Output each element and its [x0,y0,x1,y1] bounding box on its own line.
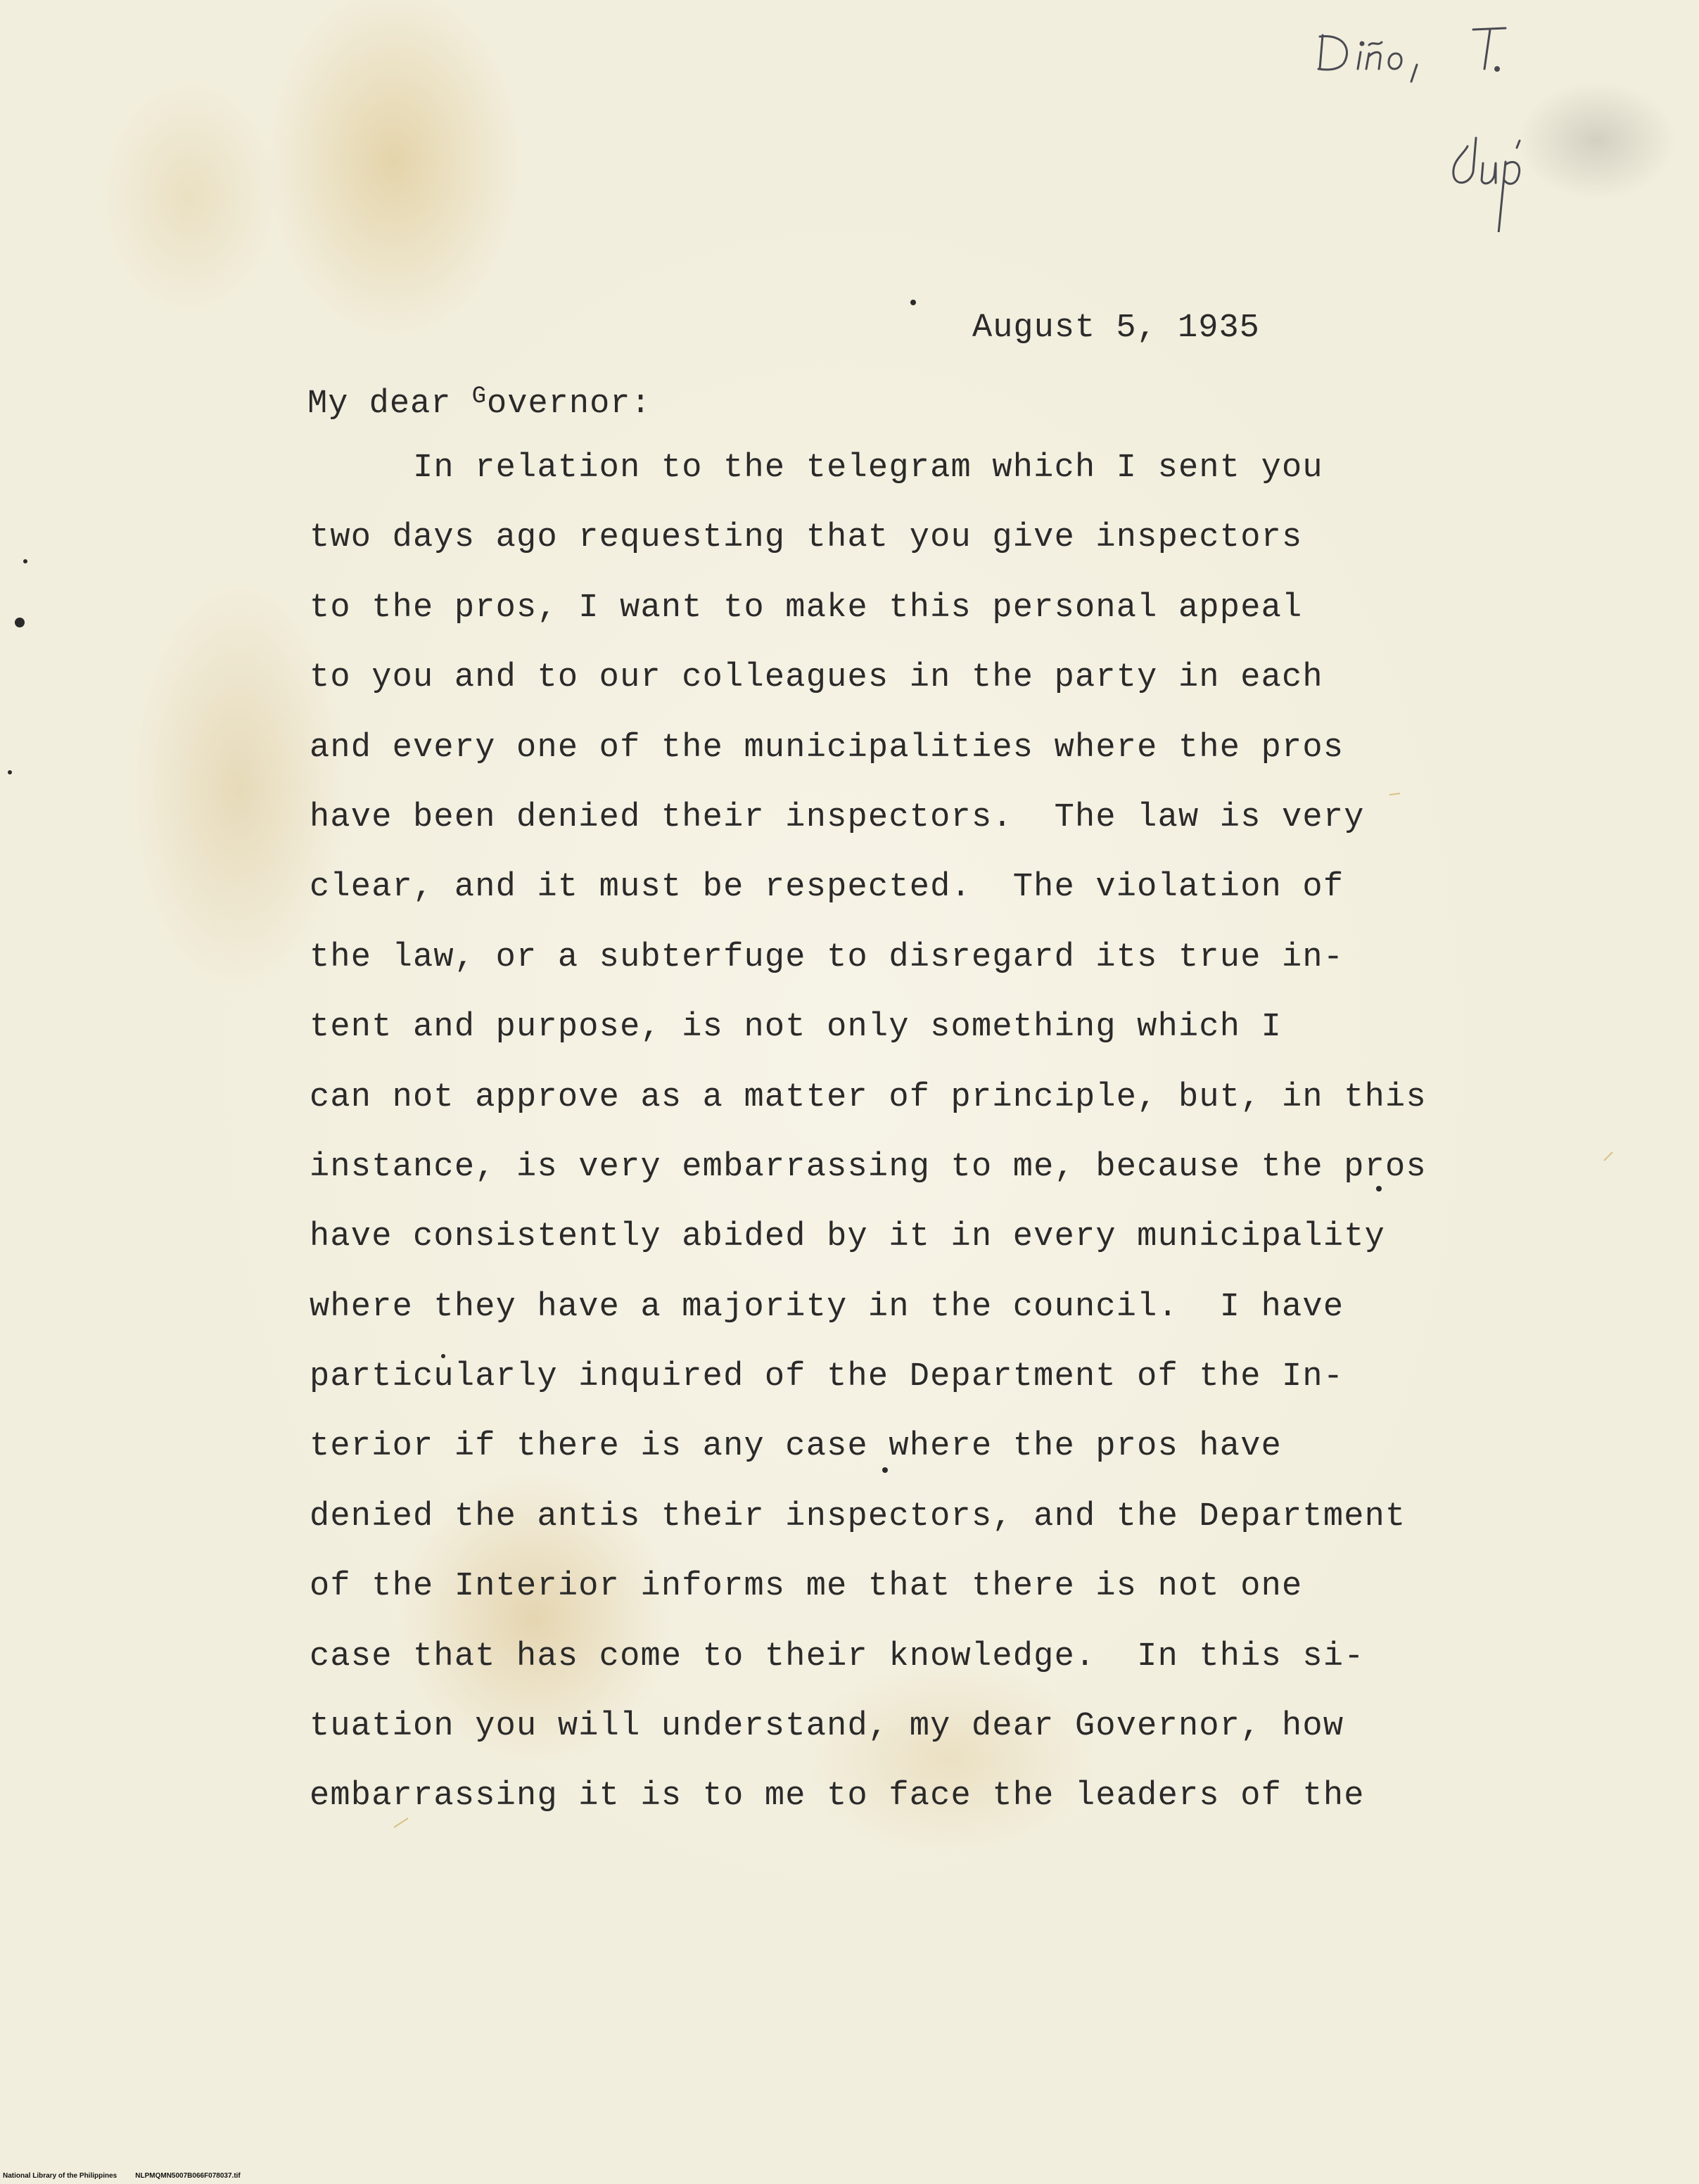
letter-body [310,450,1548,1848]
body-line: two days ago requesting that you give inspectors [310,519,1303,557]
body-line: In relation to the telegram which I sent you [310,449,1323,487]
salutation-rest: overnor: [487,385,651,423]
handwritten-annotation [1302,14,1639,232]
body-line: of the Interior informs me that there is not one [310,1568,1303,1606]
body-line: to the pros, I want to make this personal appeal [310,589,1303,627]
footer-file-id: NLPMQMN5007B066F078037.tif [135,2172,241,2180]
footer-institution: National Library of the Philippines [3,2172,117,2180]
body-line: case that has come to their knowledge. In this si- [310,1637,1365,1675]
archive-footer [3,2172,259,2180]
body-line: can not approve as a matter of principle, but, in this [310,1078,1427,1116]
salutation-initial: G [471,383,488,410]
body-line: to you and to our colleagues in the party in each [310,659,1323,697]
body-line: have been denied their inspectors. The law is very [310,798,1365,836]
body-line: denied the antis their inspectors, and the Department [310,1497,1406,1535]
body-line: the law, or a subterfuge to disregard its true in- [310,938,1344,976]
letter-date: August 5, 1935 [972,309,1260,347]
body-line: particularly inquired of the Department of the In- [310,1358,1344,1396]
body-line: and every one of the municipalities where the pros [310,729,1344,767]
body-line: where they have a majority in the council. I have [310,1288,1344,1326]
body-line: embarrassing it is to me to face the leaders of the [310,1777,1365,1815]
body-line: instance, is very embarrassing to me, because the pros [310,1148,1427,1186]
body-line: clear, and it must be respected. The violation of [310,869,1344,907]
salutation-prefix: My dear [307,385,472,423]
body-line: tuation you will understand, my dear Governor, how [310,1708,1344,1746]
salutation [307,383,651,423]
body-line: have consistently abided by it in every municipality [310,1218,1386,1256]
body-line: tent and purpose, is not only something which I [310,1009,1283,1047]
body-line: terior if there is any case where the pros have [310,1428,1283,1466]
